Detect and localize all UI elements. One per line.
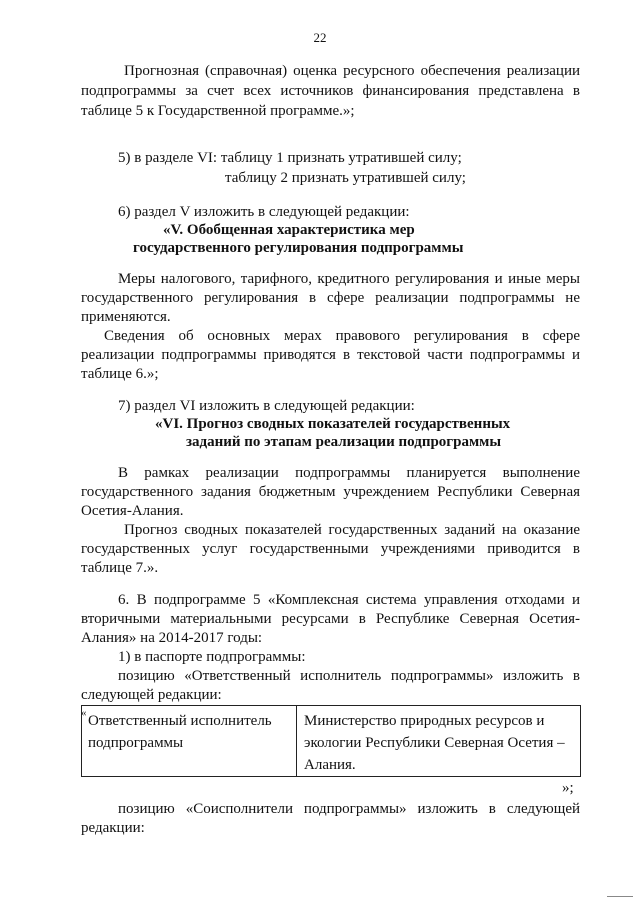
section-heading: заданий по этапам реализации подпрограммы — [186, 434, 502, 450]
paragraph-line: Осетия-Алания. — [81, 503, 184, 519]
paragraph-line: вторичными материальными ресурсами в Республике Северная Осетия- — [81, 611, 580, 627]
paragraph-line: Прогнозная (справочная) оценка ресурсного обеспечения реализации — [124, 63, 580, 79]
paragraph-line: реализации подпрограммы приводятся в текстовой части подпрограммы и — [81, 347, 580, 363]
paragraph-line: подпрограммы за счет всех источников финансирования представлена в — [81, 83, 580, 99]
paragraph-line: Алания» на 2014-2017 годы: — [81, 630, 263, 646]
table-cell-line: Алания. — [304, 757, 356, 773]
paragraph-line: применяются. — [81, 309, 171, 325]
table-cell-line: Министерство природных ресурсов и — [304, 713, 545, 729]
paragraph-line: 5) в разделе VI: таблицу 1 признать утратившей силу; — [118, 150, 462, 166]
paragraph-line: государственных услуг государственными учреждениями приводится в — [81, 541, 580, 557]
section-heading: «VI. Прогноз сводных показателей государственных — [155, 416, 511, 432]
page-edge-mark — [607, 896, 633, 897]
table-cell-right — [304, 710, 574, 776]
paragraph-line: таблице 5 к Государственной программе.»; — [81, 103, 355, 119]
section-heading: государственного регулирования подпрограммы — [133, 240, 464, 256]
paragraph-line: 6. В подпрограмме 5 «Комплексная система управления отходами и — [118, 592, 580, 608]
section-heading: «V. Обобщенная характеристика мер — [163, 222, 415, 238]
table-column-divider — [296, 706, 297, 776]
table-cell-line: Ответственный исполнитель — [88, 713, 272, 729]
paragraph-line: 1) в паспорте подпрограммы: — [118, 649, 306, 665]
paragraph-line: следующей редакции: — [81, 687, 222, 703]
paragraph-line: 6) раздел V изложить в следующей редакции: — [118, 204, 410, 220]
paragraph-line: 7) раздел VI изложить в следующей редакции: — [118, 398, 415, 414]
paragraph-line: государственного задания бюджетным учреждением Республики Северная — [81, 484, 580, 500]
table-cell-left — [88, 710, 292, 754]
closing-quote: »; — [562, 780, 574, 796]
paragraph-line: позицию «Соисполнители подпрограммы» изложить в следующей — [118, 801, 580, 817]
table-cell-line: подпрограммы — [88, 735, 184, 751]
paragraph-line: таблицу 2 признать утратившей силу; — [225, 170, 466, 186]
paragraph-line: В рамках реализации подпрограммы планируется выполнение — [118, 465, 580, 481]
paragraph-line: государственного регулирования в сфере реализации подпрограммы не — [81, 290, 580, 306]
opening-quote: « — [81, 707, 87, 719]
paragraph-line: таблице 7.». — [81, 560, 159, 576]
page-number: 22 — [313, 30, 327, 45]
paragraph-line: таблице 6.»; — [81, 366, 159, 382]
paragraph-line: позицию «Ответственный исполнитель подпрограммы» изложить в — [118, 668, 580, 684]
amendment-table — [81, 705, 581, 777]
table-cell-line: экологии Республики Северная Осетия – — [304, 735, 565, 751]
paragraph-line: Сведения об основных мерах правового регулирования в сфере — [104, 328, 580, 344]
paragraph-line: Прогноз сводных показателей государственных заданий на оказание — [124, 522, 580, 538]
paragraph-line: редакции: — [81, 820, 145, 836]
paragraph-line: Меры налогового, тарифного, кредитного регулирования и иные меры — [118, 271, 580, 287]
